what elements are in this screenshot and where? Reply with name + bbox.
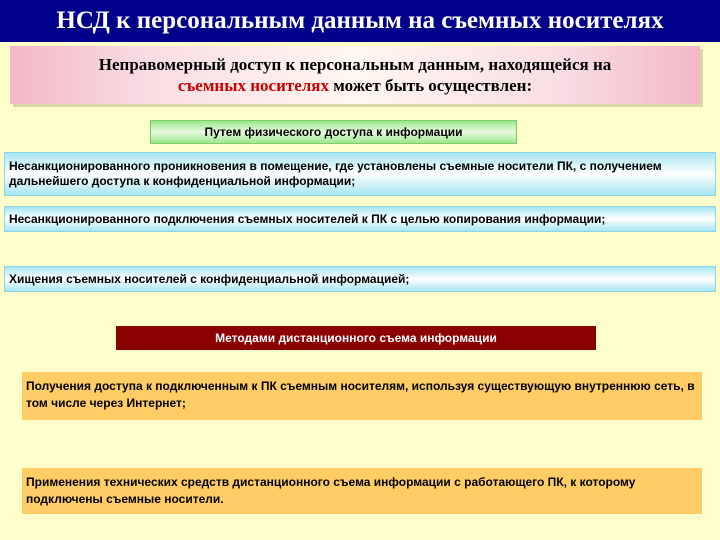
physical-item <box>4 266 716 292</box>
slide-title: НСД к персональным данным на съемных носителях <box>56 7 664 34</box>
remote-item <box>22 372 702 420</box>
remote-item-text: Получения доступа к подключенным к ПК съемным носителям, используя существующую внутреннюю сеть, в том числе через Интернет; <box>26 379 695 410</box>
physical-access-heading-label: Путем физического доступа к информации <box>204 125 463 139</box>
physical-item <box>4 206 716 232</box>
remote-access-heading-label: Методами дистанционного съема информации <box>215 331 497 345</box>
lead-line2: может быть осуществлен: <box>329 76 533 95</box>
remote-access-heading <box>116 326 596 350</box>
physical-item-text: Несанкционированного проникновения в помещение, где установлены съемные носители ПК, с получением дальнейшего доступа к конфиденциальной информации; <box>9 159 662 188</box>
title-bar <box>0 0 720 42</box>
remote-item <box>22 468 702 514</box>
physical-access-heading <box>150 120 517 144</box>
remote-item-text: Применения технических средств дистанционного съема информации с работающего ПК, к которому подключены съемные носители. <box>26 475 636 506</box>
lead-statement <box>10 46 700 104</box>
lead-line1: Неправомерный доступ к персональным данным, находящейся на <box>98 55 612 74</box>
lead-highlight: съемных носителях <box>177 76 330 95</box>
physical-item <box>4 152 716 196</box>
physical-item-text: Хищения съемных носителей с конфиденциальной информацией; <box>9 271 410 286</box>
physical-item-text: Несанкционированного подключения съемных носителей к ПК с целью копирования информации; <box>9 211 606 226</box>
